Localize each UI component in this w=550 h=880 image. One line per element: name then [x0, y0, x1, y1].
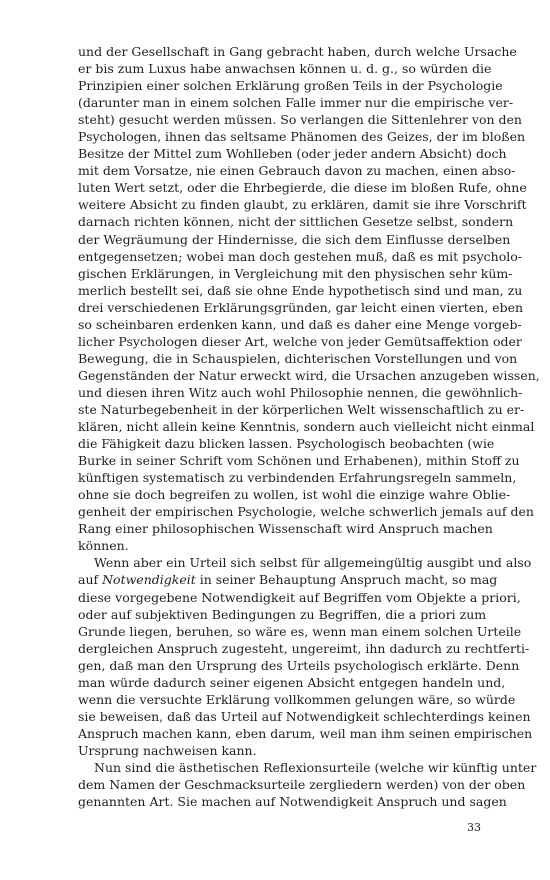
text-line: merlich bestellt sei, daß sie ohne Ende hypothetisch sind und man, zu	[78, 282, 523, 298]
text-line: drei verschiedenen Erklärungsgründen, gar leicht einen vierten, eben	[78, 299, 524, 315]
text-line: Rang einer philosophischen Wissenschaft wird Anspruch machen	[78, 521, 493, 537]
text-line: Prinzipien einer solchen Erklärung großen Teils in der Psychologie	[78, 78, 503, 94]
text-line: mit dem Vorsatze, nie einen Gebrauch davon zu machen, einen abso-	[78, 163, 516, 179]
text-line: (darunter man in einem solchen Falle immer nur die empirische ver-	[78, 95, 514, 111]
text-line: Gegenständen der Natur erweckt wird, die Ursachen anzugeben wissen,	[78, 367, 540, 383]
text-line: der Wegräumung der Hindernisse, die sich dem Einflusse derselben	[78, 231, 511, 247]
text-line: künftigen systematisch zu verbindenden Erfahrungsregeln sammeln,	[78, 470, 517, 486]
text-line: so scheinbaren erdenken kann, und daß es daher eine Menge vorgeb-	[78, 316, 522, 332]
text-line: weitere Absicht zu finden glaubt, zu erklären, damit sie ihre Vorschrift	[78, 197, 527, 213]
text-line: Besitze der Mittel zum Wohlleben (oder jeder andern Absicht) doch	[78, 146, 507, 162]
text-line: Psychologen, ihnen das seltsame Phänomen des Geizes, der im bloßen	[78, 129, 526, 145]
text-line: gen, daß man den Ursprung des Urteils psychologisch erklärte. Denn	[78, 657, 520, 673]
text-line: Nun sind die ästhetischen Reflexionsurteile (welche wir künftig unter	[94, 759, 537, 775]
text-line: Bewegung, die in Schauspielen, dichterischen Vorstellungen und von	[78, 350, 518, 366]
text-line: Wenn aber ein Urteil sich selbst für allgemeingültig ausgibt und also	[94, 555, 532, 571]
text-line: licher Psychologen dieser Art, welche von jeder Gemütsaffektion oder	[78, 333, 522, 349]
text-line: Burke in seiner Schrift vom Schönen und Erhabenen), mithin Stoff zu	[78, 453, 520, 469]
text-line: luten Wert setzt, oder die Ehrbegierde, die diese im bloßen Rufe, ohne	[78, 180, 527, 196]
text-line: klären, nicht allein keine Kenntnis, sondern auch vielleicht nicht einmal	[78, 419, 535, 435]
text-line: man würde dadurch seiner eigenen Absicht entgegen handeln und,	[78, 674, 506, 690]
text-line: genheit der empirischen Psychologie, welche schwerlich jemals auf den	[78, 504, 534, 520]
page-number: 33	[467, 821, 481, 834]
paragraph	[78, 759, 537, 810]
text-line: oder auf subjektiven Bedingungen zu Begriffen, die a priori zum	[78, 606, 487, 622]
paragraph	[78, 43, 540, 554]
body-text	[78, 43, 540, 810]
text-line: auf Notwendigkeit in seiner Behauptung Anspruch macht, so mag	[78, 572, 498, 588]
text-line: dergleichen Anspruch zugesteht, ungereimt, ihn dadurch zu rechtferti-	[78, 640, 530, 656]
text-line: Anspruch machen kann, eben darum, weil man ihm seinen empirischen	[78, 725, 533, 741]
text-line: die Fähigkeit dazu blicken lassen. Psychologisch beobachten (wie	[78, 436, 495, 452]
text-line: steht) gesucht werden müssen. So verlangen die Sittenlehrer von den	[78, 112, 522, 128]
text-line: darnach richten können, nicht der sittlichen Gesetze selbst, sondern	[78, 214, 514, 230]
text-line: er bis zum Luxus habe anwachsen können u. d. g., so würden die	[78, 61, 492, 77]
paragraph	[78, 554, 533, 759]
text-line: Ursprung nachweisen kann.	[78, 742, 257, 758]
text-line: gischen Erklärungen, in Vergleichung mit den physischen sehr küm-	[78, 265, 513, 281]
text-line: ste Naturbegebenheit in der körperlichen Welt wissenschaftlich zu er-	[78, 401, 525, 417]
text-line: diese vorgegebene Notwendigkeit auf Begriffen vom Objekte a priori,	[78, 589, 521, 605]
text-line: wenn die versuchte Erklärung vollkommen gelungen wäre, so würde	[78, 691, 516, 707]
text-line: dem Namen der Geschmacksurteile zergliedern werden) von der oben	[78, 777, 526, 793]
text-line: und diesen ihren Witz auch wohl Philosophie nennen, die gewöhnlich-	[78, 384, 523, 400]
text-line: und der Gesellschaft in Gang gebracht haben, durch welche Ursache	[78, 44, 517, 59]
text-line: genannten Art. Sie machen auf Notwendigkeit Anspruch und sagen	[78, 794, 507, 810]
text-line: entgegensetzen; wobei man doch gestehen muß, daß es mit psycholo-	[78, 248, 522, 264]
text-line: können.	[78, 538, 129, 554]
text-line: Grunde liegen, beruhen, so wäre es, wenn man einem solchen Urteile	[78, 623, 522, 639]
text-line: sie beweisen, daß das Urteil auf Notwendigkeit schlechterdings keinen	[78, 708, 531, 724]
text-line: ohne sie doch begreifen zu wollen, ist wohl die einzige wahre Oblie-	[78, 487, 511, 503]
